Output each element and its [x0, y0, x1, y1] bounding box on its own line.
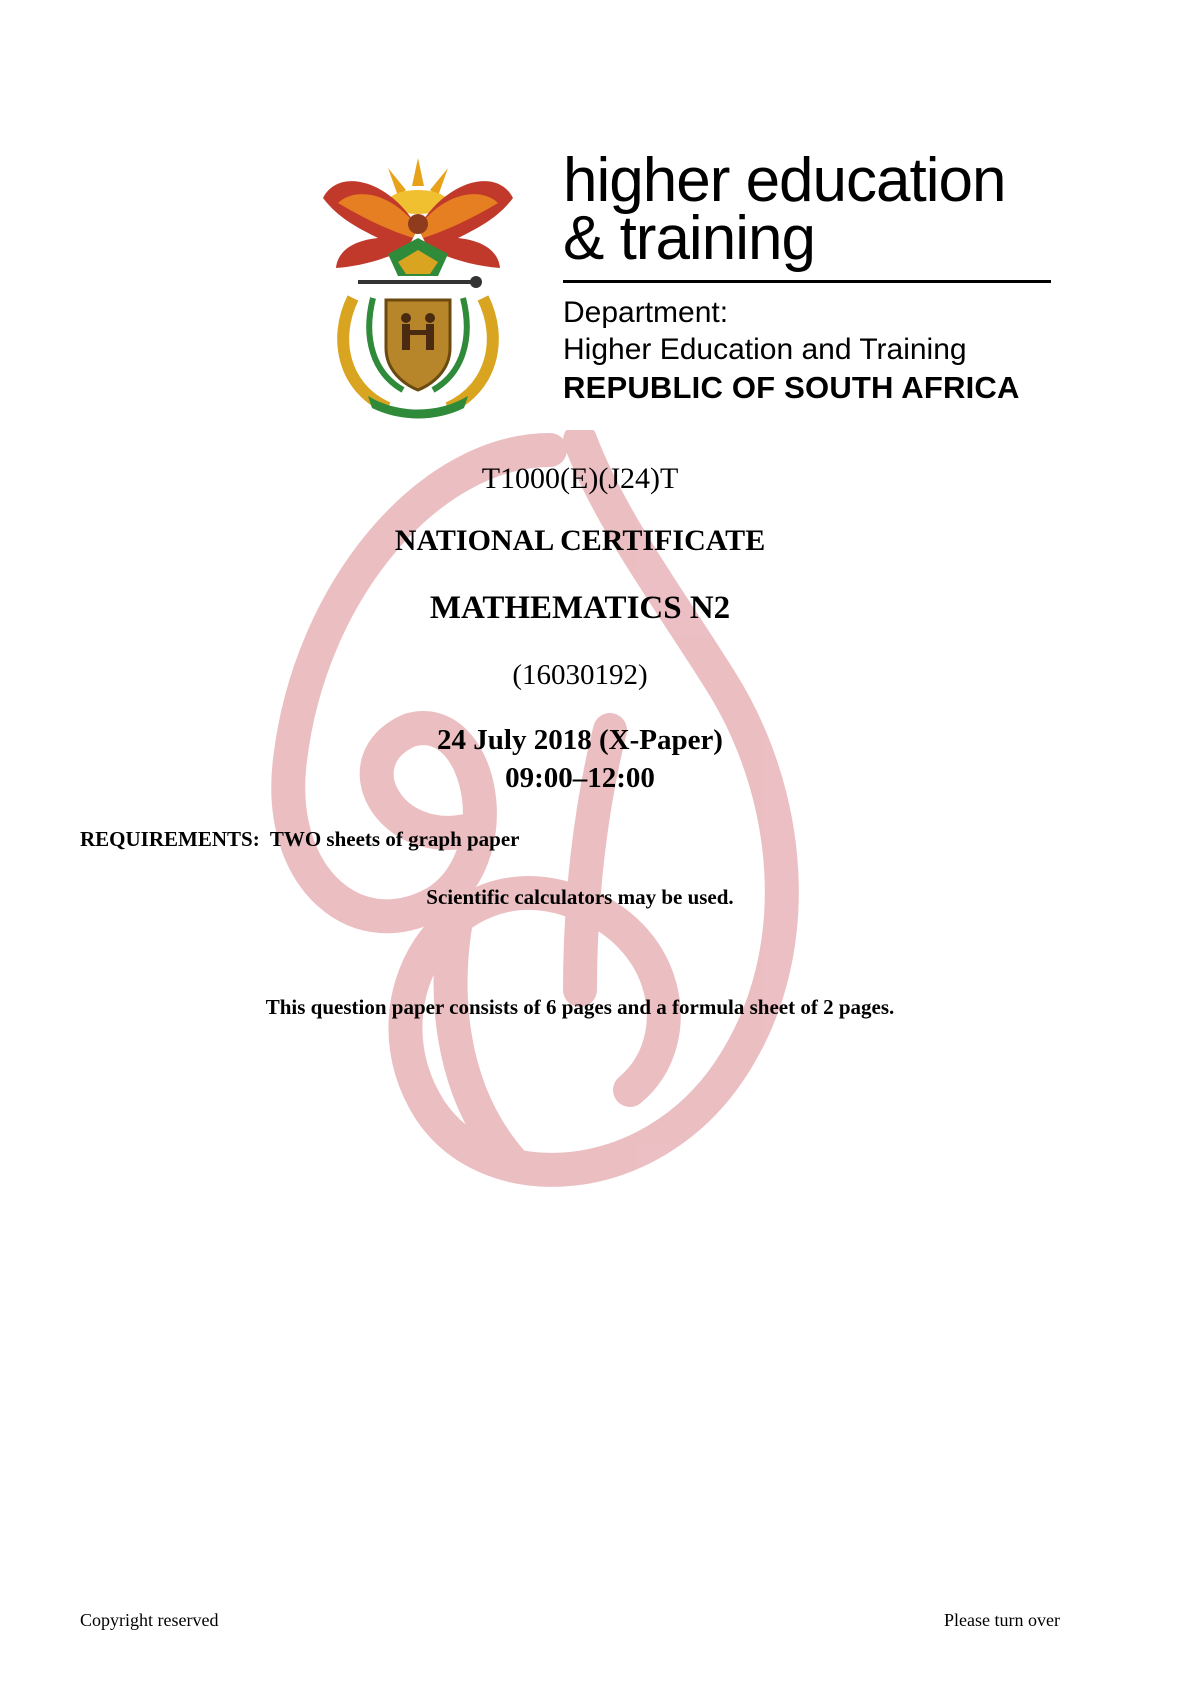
country-name: REPUBLIC OF SOUTH AFRICA [563, 370, 1020, 405]
calculator-note: Scientific calculators may be used. [426, 885, 734, 909]
turn-over-notice: Please turn over [944, 1610, 1060, 1630]
exam-time: 09:00–12:00 [505, 762, 655, 794]
subject-code: (16030192) [512, 659, 648, 691]
coat-of-arms-icon [318, 158, 518, 420]
department-block [563, 146, 1053, 407]
header-divider [563, 280, 1051, 283]
brand-line-2: & training [563, 204, 815, 273]
requirements-label: REQUIREMENTS: [80, 827, 260, 851]
copyright-notice: Copyright reserved [80, 1610, 219, 1630]
department-name: Higher Education and Training [563, 333, 967, 366]
exam-date: 24 July 2018 (X-Paper) [437, 724, 723, 756]
certificate-title: NATIONAL CERTIFICATE [394, 524, 766, 557]
brand-line-1: higher education [563, 146, 1006, 215]
requirements [80, 827, 520, 852]
subject-title: MATHEMATICS N2 [429, 590, 731, 626]
pages-note: This question paper consists of 6 pages and a formula sheet of 2 pages. [265, 995, 895, 1019]
department-label: Department: [563, 296, 729, 329]
paper-code: T1000(E)(J24)T [481, 462, 679, 495]
requirements-text: TWO sheets of graph paper [269, 827, 520, 851]
